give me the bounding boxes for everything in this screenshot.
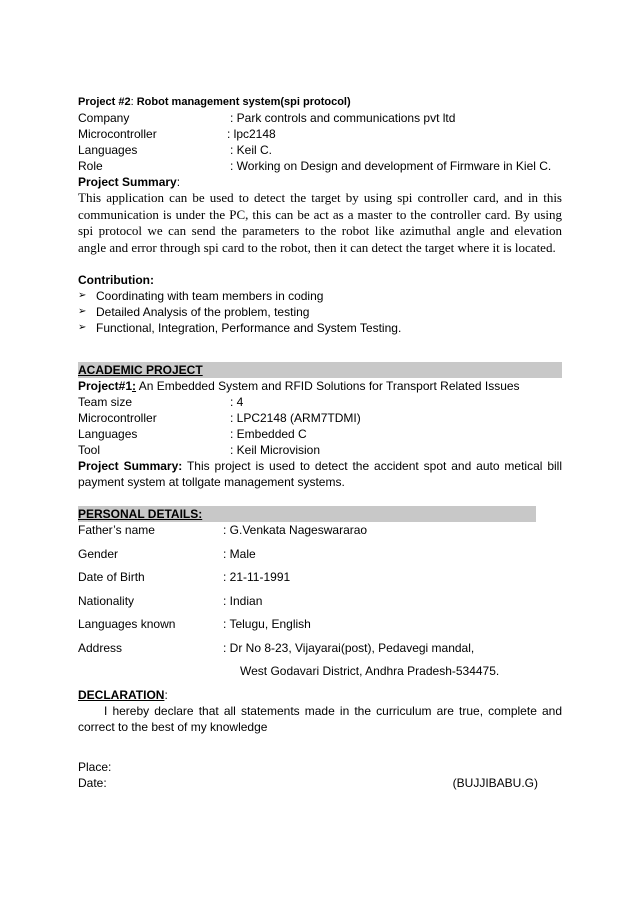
list-item	[78, 288, 562, 304]
project2-title-text: Robot management system(spi protocol)	[136, 96, 351, 108]
personal-row-value: : Male	[223, 546, 256, 561]
project2-summary-colon: :	[176, 175, 181, 189]
academic-details	[78, 394, 562, 458]
date-signature-row	[78, 775, 538, 791]
academic-heading: ACADEMIC PROJECT	[78, 363, 203, 377]
project2-title-prefix: Project #2	[78, 96, 131, 108]
personal-row-label: Date of Birth	[78, 570, 145, 584]
personal-section-header	[78, 506, 536, 522]
personal-row	[78, 663, 562, 687]
academic-project-name: An Embedded System and RFID Solutions for Transport Related Issues	[136, 379, 520, 393]
personal-row-label: Gender	[78, 546, 119, 561]
academic-row-label: Tool	[78, 443, 101, 457]
arrow-bullet-icon: ➢	[78, 306, 87, 317]
project2-details	[78, 110, 562, 174]
address-line-2: West Godavari District, Andhra Pradesh-534475.	[240, 664, 500, 678]
personal-row	[78, 522, 562, 546]
declaration-colon: :	[164, 687, 168, 702]
personal-row-value: : Dr No 8-23, Vijayarai(post), Pedavegi mandal,	[223, 640, 475, 655]
project2-row-value: : Working on Design and development of Firmware in Kiel C.	[230, 159, 552, 173]
project2-row-value: : Park controls and communications pvt ltd	[230, 111, 456, 125]
resume-page	[78, 94, 562, 791]
academic-row	[78, 410, 562, 426]
project2-row	[78, 126, 562, 142]
academic-row	[78, 426, 562, 442]
academic-project-label: Project#1	[78, 379, 133, 393]
academic-row	[78, 394, 562, 410]
signature: (BUJJIBABU.G)	[452, 775, 538, 790]
personal-row-value: : G.Venkata Nageswararao	[223, 523, 368, 537]
personal-details	[78, 522, 562, 687]
personal-row-value: : 21-11-1991	[223, 570, 291, 584]
project2-row-label: Microcontroller	[78, 127, 157, 141]
academic-row-label: Team size	[78, 395, 133, 409]
contribution-text: Detailed Analysis of the problem, testing	[96, 305, 310, 319]
academic-row-label: Languages	[78, 427, 138, 441]
personal-row	[78, 569, 562, 593]
project2-summary-heading	[78, 174, 562, 190]
contribution-heading: Contribution:	[78, 273, 154, 287]
personal-row	[78, 546, 562, 570]
project2-title	[78, 94, 562, 110]
list-item	[78, 320, 562, 336]
project2-row	[78, 110, 562, 126]
project2-summary-label: Project Summary	[78, 175, 177, 189]
academic-row-value: : LPC2148 (ARM7TDMI)	[230, 411, 361, 425]
arrow-bullet-icon: ➢	[78, 322, 87, 333]
project2-row-label: Role	[78, 159, 103, 173]
academic-row-label: Microcontroller	[78, 411, 157, 425]
project2-row-value: : lpc2148	[227, 127, 276, 141]
contribution-text: Coordinating with team members in coding	[96, 289, 324, 303]
academic-summary-label: Project Summary:	[78, 459, 183, 473]
arrow-bullet-icon: ➢	[78, 290, 87, 301]
personal-row-value: : Telugu, English	[223, 617, 311, 631]
academic-section-header	[78, 362, 562, 378]
project2-row-value: : Keil C.	[230, 143, 273, 157]
academic-summary-text: This project is used to detect the accident spot and auto metical bill payment system at tollgate management systems.	[78, 459, 562, 489]
personal-row	[78, 640, 562, 664]
declaration-label: DECLARATION	[78, 687, 165, 702]
project2-row-label: Company	[78, 111, 130, 125]
personal-row	[78, 616, 562, 640]
personal-row-label: Father’s name	[78, 523, 155, 537]
project2-title-sep: :	[130, 96, 134, 108]
academic-summary	[78, 458, 562, 490]
academic-project-title	[78, 378, 562, 394]
personal-row-value: : Indian	[223, 593, 263, 608]
date-label: Date:	[78, 775, 107, 790]
declaration-text: I hereby declare that all statements made in the curriculum are true, complete and correct to the best of my knowledge	[78, 703, 562, 734]
contribution-list	[78, 288, 562, 336]
project2-row	[78, 142, 562, 158]
project2-summary-text: This application can be used to detect the target by using spi controller card, and in this communication is under the PC, this can be act as a master to the controller card. By using spi protocol we can send the parameters to the robot like azimuthal angle and elevation angle and error through spi card to the robot, then it can detect the target where it is located.	[78, 190, 562, 255]
place-label: Place:	[78, 759, 112, 774]
list-item	[78, 304, 562, 320]
academic-row-value: : Embedded C	[230, 427, 307, 441]
project2-row	[78, 158, 562, 174]
project2-row-label: Languages	[78, 143, 138, 157]
personal-row	[78, 593, 562, 617]
academic-row	[78, 442, 562, 458]
academic-row-value: : Keil Microvision	[230, 443, 321, 457]
personal-heading: PERSONAL DETAILS:	[78, 507, 203, 521]
academic-row-value: : 4	[230, 395, 244, 409]
academic-project-colon: :	[132, 379, 137, 393]
declaration-heading	[78, 687, 562, 703]
personal-row-label: Languages known	[78, 617, 176, 631]
personal-row-label: Nationality	[78, 593, 135, 608]
contribution-text: Functional, Integration, Performance and System Testing.	[96, 321, 402, 335]
personal-row-label: Address	[78, 640, 123, 655]
